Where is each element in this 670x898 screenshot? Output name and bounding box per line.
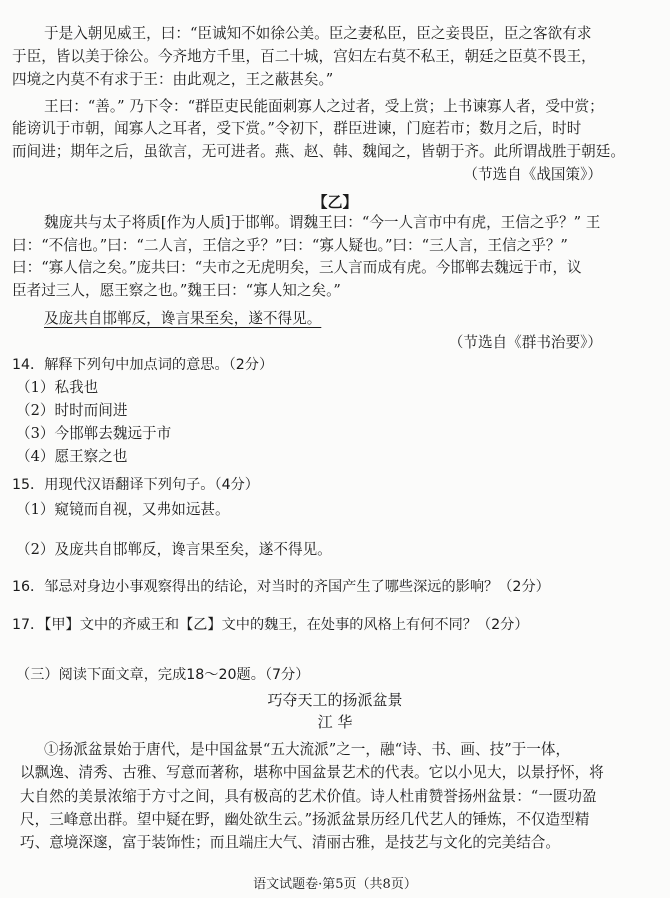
article-title: 巧夺天工的扬派盆景 [267, 691, 403, 709]
question-14-title: 14．解释下列句中加点词的意思。（2分） [12, 357, 274, 373]
jia-source: （节选自《战国策》） [463, 166, 602, 183]
question-17: 17．【甲】文中的齐威王和【乙】文中的魏王，在处事的风格上有何不同？（2分） [12, 617, 529, 633]
section-3-heading: （三）阅读下面文章，完成18～20题。（7分） [16, 667, 310, 683]
jia-text-line: 王曰：“善。” 乃下令：“群臣吏民能面刺寡人之过者，受上赏；上书谏寡人者，受中赏； [44, 98, 604, 115]
yi-text-line: 臣者过三人，愿王察之也。”魏王曰：“寡人知之矣。” [12, 282, 341, 299]
article-text-line: 尺，三峰意出群。望中疑在野，幽处欲生云。”扬派盆景历经几代艺人的锤炼，不仅造型精 [20, 811, 590, 828]
question-14-item: （2）时时而间进 [16, 402, 128, 419]
jia-text-line: 能谤讥于市朝，闻寡人之耳者，受下赏。”令初下，群臣进谏，门庭若市；数月之后，时时 [12, 120, 582, 137]
jia-text-line: 四境之内莫不有求于王：由此观之，王之蔽甚矣。” [12, 71, 334, 88]
question-15-item: （1）窥镜而自视，又弗如远甚。 [16, 501, 230, 518]
page-footer: 语文试题卷·第5页（共8页） [253, 877, 417, 892]
jia-text-line: 而间进；期年之后，虽欲言，无可进者。燕、赵、韩、魏闻之，皆朝于齐。此所谓战胜于朝廷。 [12, 143, 625, 160]
jia-text-line: 于臣，皆以美于徐公。今齐地方千里，百二十城，宫妇左右莫不私王，朝廷之臣莫不畏王， [12, 48, 596, 65]
yi-text-line: 曰：“寡人信之矣。”庞共曰：“夫市之无虎明矣，三人言而成有虎。今邯郸去魏远于市，议 [12, 259, 582, 276]
yi-text-line: 曰：“不信也。”曰：“二人言，王信之乎？”曰：“寡人疑也。”曰：“三人言，王信之乎？” [12, 237, 568, 254]
article-text-line: ①扬派盆景始于唐代，是中国盆景“五大流派”之一，融“诗、书、画、技”于一体， [44, 741, 571, 758]
article-text-line: 大自然的美景浓缩于方寸之间，具有极高的艺术价值。诗人杜甫赞誉扬州盆景：“一匮功盈 [20, 788, 597, 805]
jia-text-line: 于是入朝见威王，曰：“臣诚知不如徐公美。臣之妻私臣，臣之妾畏臣，臣之客欲有求 [44, 25, 592, 42]
question-14-item: （3）今邯郸去魏远于市 [16, 425, 172, 442]
question-15-item: （2）及庞共自邯郸反，谗言果至矣，遂不得见。 [16, 541, 332, 558]
yi-heading: 【乙】 [312, 193, 358, 211]
question-14-item: （4）愿王察之也 [16, 448, 128, 465]
article-text-line: 巧、意境深邃，富于装饰性；而且端庄大气、清丽古雅，是技艺与文化的完美结合。 [20, 834, 560, 851]
yi-text-line: 魏庞共与太子将质[作为人质]于邯郸。谓魏王曰：“今一人言市中有虎，王信之乎？” 王 [44, 214, 601, 231]
article-text-line: 以飘逸、清秀、古雅、写意而著称，堪称中国盆景艺术的代表。它以小见大，以景抒怀，将 [20, 764, 604, 781]
article-author: 江 华 [317, 713, 353, 731]
yi-source: （节选自《群书治要》） [448, 334, 602, 351]
question-14-item: （1）私我也 [16, 379, 99, 396]
question-15-title: 15．用现代汉语翻译下列句子。（4分） [12, 477, 259, 493]
question-16: 16．邹忌对身边小事观察得出的结论，对当时的齐国产生了哪些深远的影响？（2分） [12, 579, 550, 595]
yi-underlined-sentence: 及庞共自邯郸反，谗言果至矣，遂不得见。 [44, 310, 322, 327]
